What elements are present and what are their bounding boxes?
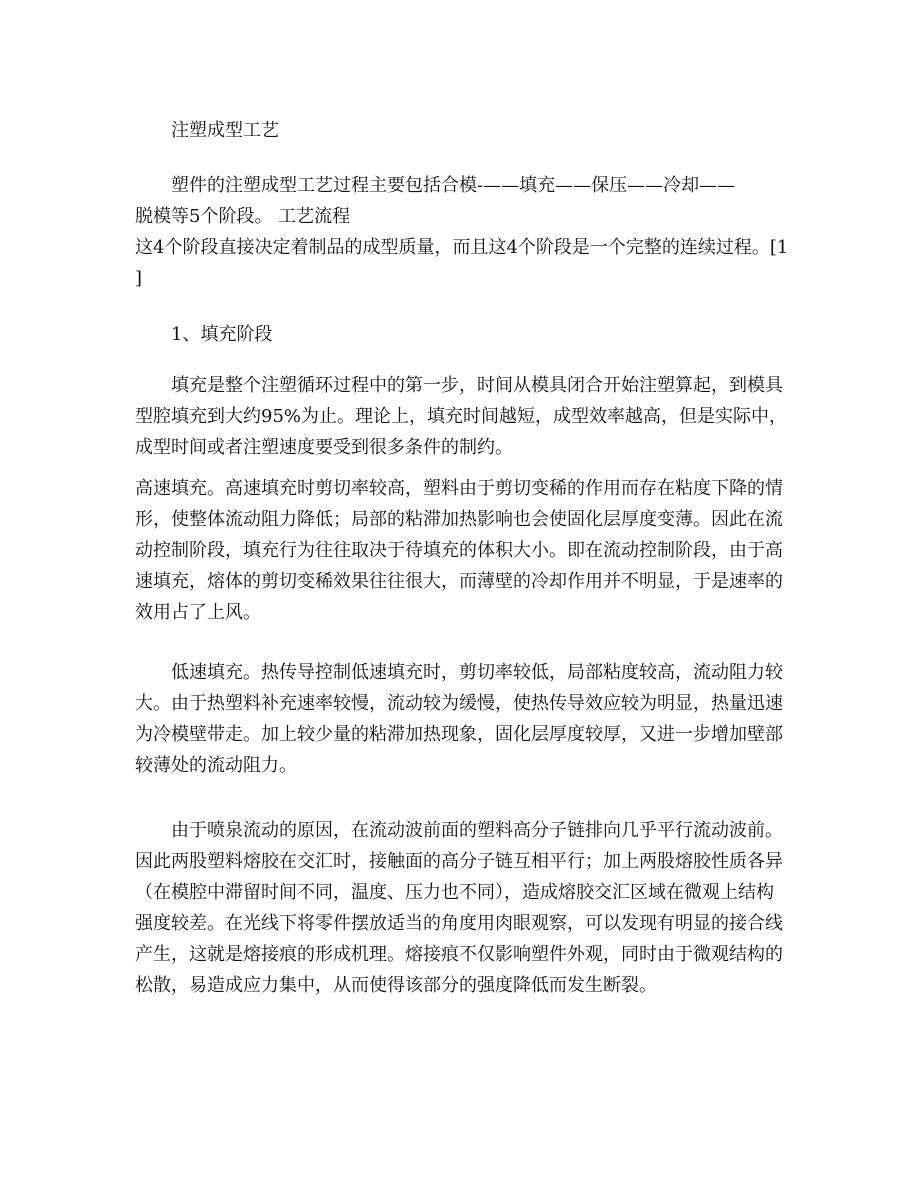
intro-line-2: 脱模等5个阶段。 工艺流程 xyxy=(135,206,351,227)
highspeed-line-1: 高速填充。高速填充时剪切率较高，塑料由于剪切变稀的作用而存在粘度下降的情 xyxy=(135,478,783,499)
intro-line-3: 这4个阶段直接决定着制品的成型质量，而且这4个阶段是一个完整的连续过程。[1 xyxy=(135,237,789,258)
high-speed-fill-paragraph xyxy=(135,473,785,628)
section-heading-block xyxy=(135,319,785,350)
lowspeed-line-2: 大。由于热塑料补充速率较慢，流动较为缓慢，使热传导效应较为明显，热量迅速 xyxy=(135,693,783,714)
lowspeed-line-1: 低速填充。热传导控制低速填充时，剪切率较低，局部粘度较高，流动阻力较 xyxy=(171,662,783,683)
section-heading-fill-stage: 1、填充阶段 xyxy=(171,324,273,345)
weld-line-2: 因此两股塑料熔胶在交汇时，接触面的高分子链互相平行；加上两股熔胶性质各异 xyxy=(135,851,783,872)
highspeed-line-5: 效用占了上风。 xyxy=(135,602,261,623)
fill-line-2: 型腔填充到大约95%为止。理论上，填充时间越短，成型效率越高，但是实际中， xyxy=(135,406,788,427)
fill-line-3: 成型时间或者注塑速度要受到很多条件的制约。 xyxy=(135,437,513,458)
highspeed-line-3: 动控制阶段，填充行为往往取决于待填充的体积大小。即在流动控制阶段，由于高 xyxy=(135,540,783,561)
weld-line-5: 产生，这就是熔接痕的形成机理。熔接痕不仅影响塑件外观，同时由于微观结构的 xyxy=(135,944,783,965)
weld-line-3: （在模腔中滞留时间不同，温度、压力也不同），造成熔胶交汇区域在微观上结构 xyxy=(135,882,774,903)
intro-line-1: 塑件的注塑成型工艺过程主要包括合模-——填充——保压——冷却—— xyxy=(171,175,736,196)
weld-line-1: 由于喷泉流动的原因，在流动波前面的塑料高分子链排向几乎平行流动波前。 xyxy=(171,820,783,841)
lowspeed-line-4: 较薄处的流动阻力。 xyxy=(135,755,297,776)
weld-line-6: 松散，易造成应力集中，从而使得该部分的强度降低而发生断裂。 xyxy=(135,975,657,996)
highspeed-line-4: 速填充，熔体的剪切变稀效果往往很大，而薄壁的冷却作用并不明显，于是速率的 xyxy=(135,571,783,592)
intro-line-4: ] xyxy=(135,268,143,289)
intro-paragraph xyxy=(135,170,789,294)
document-title-block xyxy=(135,115,785,146)
low-speed-fill-paragraph xyxy=(135,657,785,781)
lowspeed-line-3: 为冷模壁带走。加上较少量的粘滞加热现象，固化层厚度较厚，又进一步增加壁部 xyxy=(135,724,783,745)
weld-line-paragraph xyxy=(135,815,785,1001)
fill-line-1: 填充是整个注塑循环过程中的第一步，时间从模具闭合开始注塑算起，到模具 xyxy=(171,375,783,396)
weld-line-4: 强度较差。在光线下将零件摆放适当的角度用肉眼观察，可以发现有明显的接合线 xyxy=(135,913,783,934)
highspeed-line-2: 形，使整体流动阻力降低；局部的粘滞加热影响也会使固化层厚度变薄。因此在流 xyxy=(135,509,783,530)
fill-stage-paragraph xyxy=(135,370,788,463)
document-title: 注塑成型工艺 xyxy=(171,120,279,141)
